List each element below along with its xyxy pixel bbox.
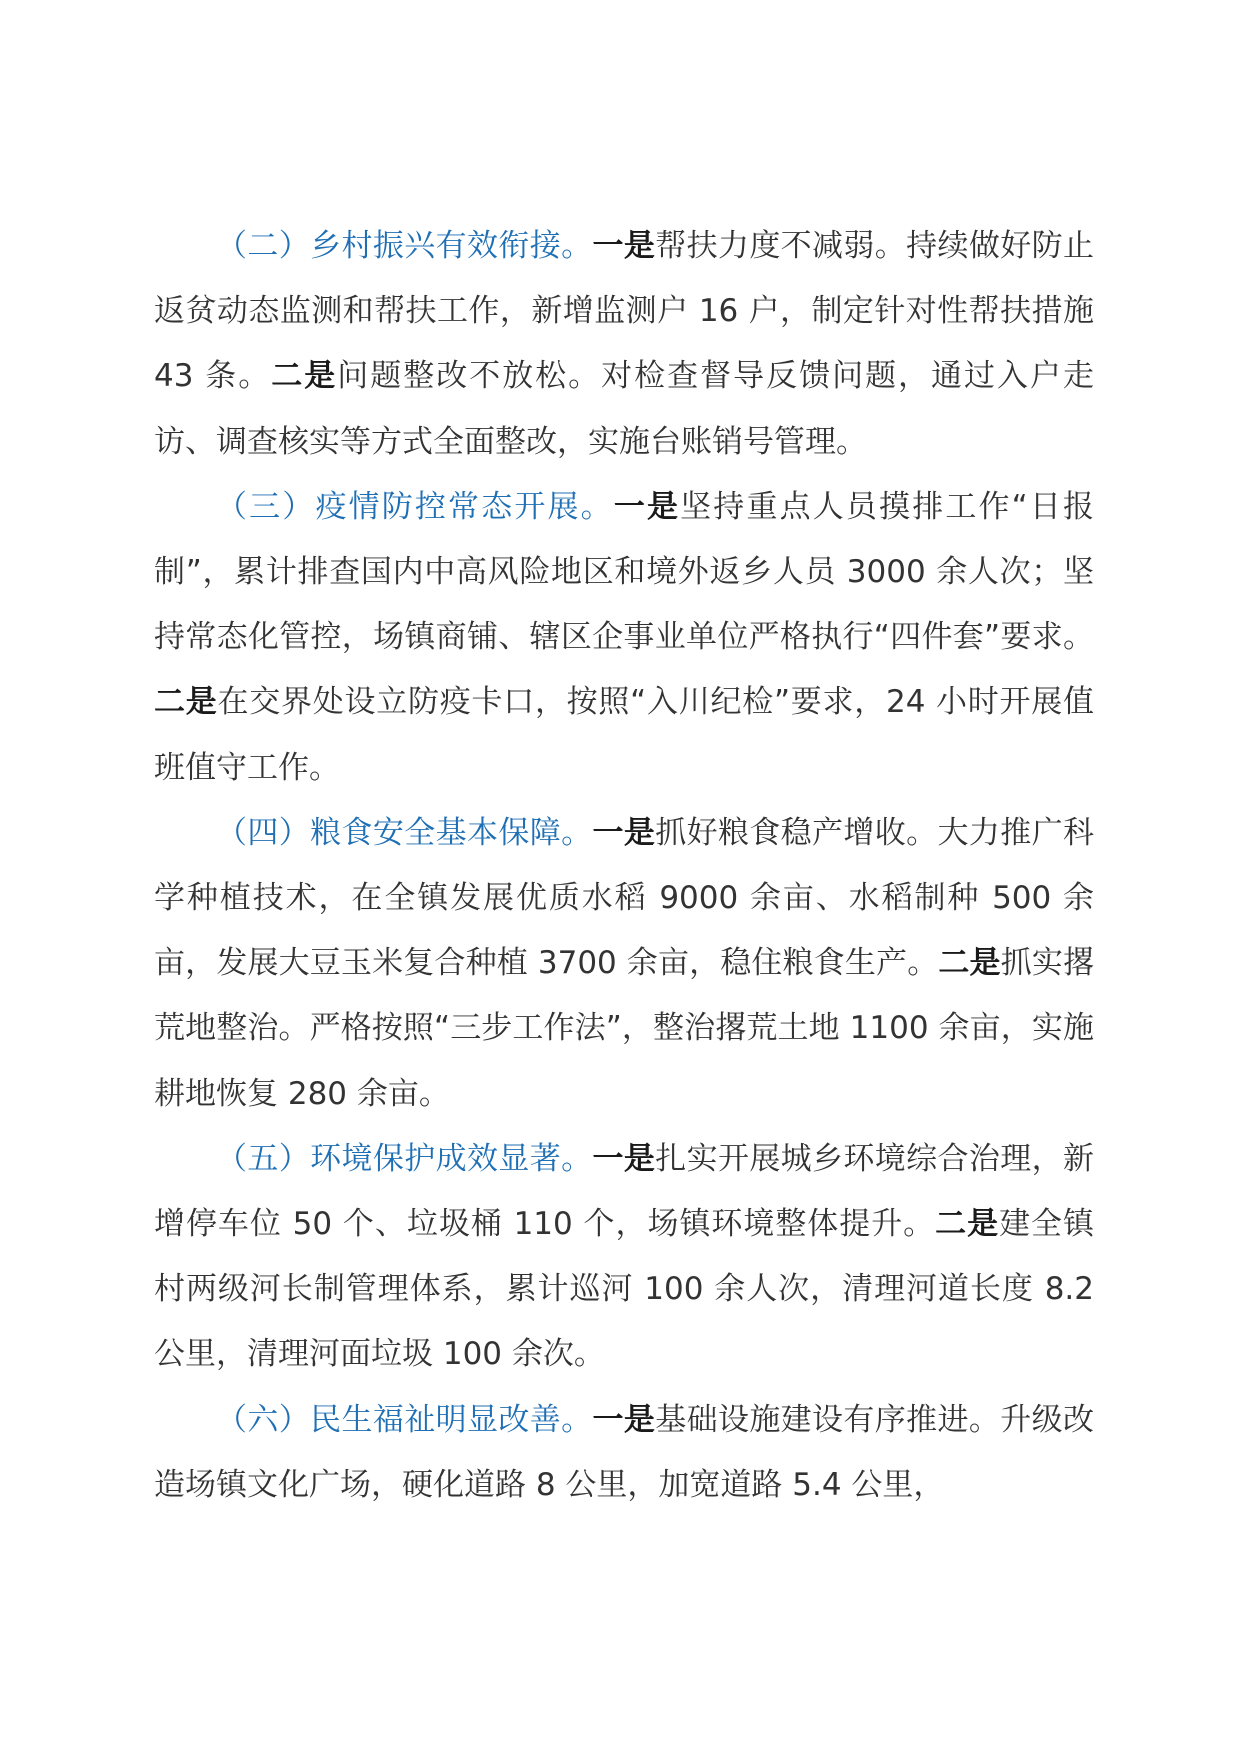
lead-marker: 一是 — [592, 228, 656, 264]
section-text: 问题整改不放松。对检查督导反馈问题，通过入户走访、调查核实等方式全面整改，实施台账销号管理。 — [154, 358, 1094, 460]
lead-marker: 一是 — [592, 814, 656, 851]
section-text: 基础设施建设有序推进。升级改造场镇文化广场，硬化道路 8 公里，加宽道路 5.4 公里， — [154, 1401, 1095, 1503]
lead-marker: 二是 — [935, 1206, 1000, 1243]
section-text: 抓实撂荒地整治。严格按照“三步工作法”，整治撂荒土地 1100 余亩，实施耕地恢复 280 余亩。 — [154, 945, 1095, 1112]
section-livelihood — [154, 1388, 1094, 1518]
lead-marker: 一是 — [613, 488, 681, 525]
section-epidemic-control — [154, 475, 1094, 801]
lead-marker: 一是 — [592, 1140, 656, 1177]
section-environment — [154, 1127, 1094, 1388]
section-heading: （五）环境保护成效显著。 — [216, 1140, 593, 1177]
section-rural-revitalization — [154, 214, 1094, 475]
lead-marker: 一是 — [592, 1401, 656, 1438]
lead-marker: 二是 — [938, 945, 1001, 982]
section-text: 帮扶力度不减弱。持续做好防止返贫动态监测和帮扶工作，新增监测户 16 户，制定针对性帮扶措施 43 条。 — [154, 228, 1095, 395]
lead-marker: 二是 — [154, 684, 218, 721]
section-text: 在交界处设立防疫卡口，按照“入川纪检”要求，24 小时开展值班值守工作。 — [154, 684, 1095, 786]
section-heading: （四）粮食安全基本保障。 — [216, 814, 593, 851]
section-heading: （六）民生福祉明显改善。 — [216, 1401, 593, 1438]
section-food-security — [154, 801, 1094, 1127]
section-text: 扎实开展城乡环境综合治理，新增停车位 50 个、垃圾桶 110 个，场镇环境整体提升。 — [154, 1140, 1095, 1243]
section-text: 抓好粮食稳产增收。大力推广科学种植技术，在全镇发展优质水稻 9000 余亩、水稻制种 500 余亩，发展大豆玉米复合种植 3700 余亩，稳住粮食生产。 — [154, 814, 1095, 982]
lead-marker: 二是 — [271, 358, 338, 395]
document-body — [154, 214, 1094, 1518]
section-heading: （三）疫情防控常态开展。 — [216, 488, 614, 525]
section-text: 建全镇村两级河长制管理体系，累计巡河 100 余人次，清理河道长度 8.2 公里，清理河面垃圾 100 余次。 — [154, 1206, 1095, 1373]
section-text: 坚持重点人员摸排工作“日报制”，累计排查国内中高风险地区和境外返乡人员 3000 余人次；坚持常态化管控，场镇商铺、辖区企事业单位严格执行“四件套”要求。 — [154, 488, 1095, 656]
section-heading: （二）乡村振兴有效衔接。 — [216, 228, 593, 264]
